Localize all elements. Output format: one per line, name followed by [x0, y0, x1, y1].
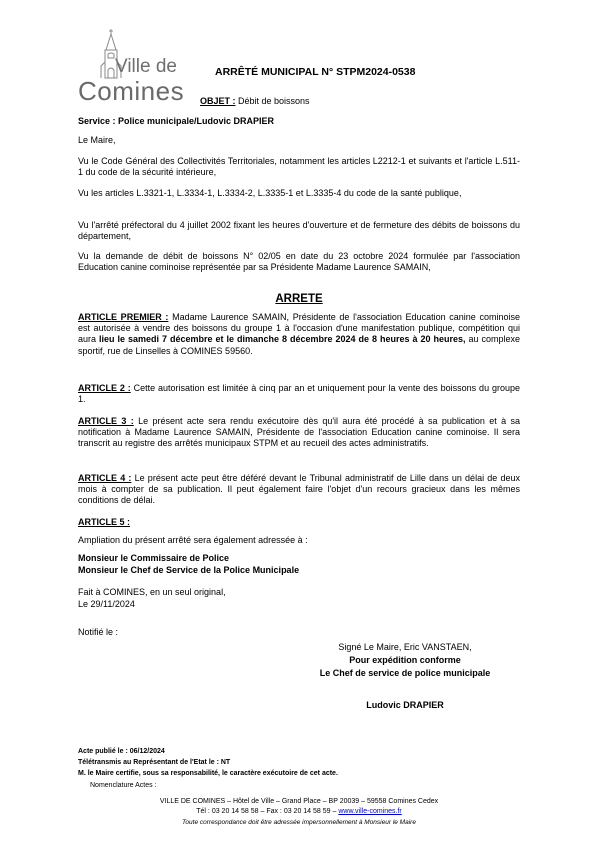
document-title: ARRÊTÉ MUNICIPAL N° STPM2024-0538 [215, 66, 416, 78]
vu-paragraph-4: Vu la demande de débit de boissons N° 02/05 en date du 23 octobre 2024 formulée par l'association Education canine cominoise représentée par sa Présidente Madame Laurence SAMAIN, [78, 251, 520, 273]
signature-line1: Signé Le Maire, Eric VANSTAEN, [338, 642, 472, 652]
signature-line2: Pour expédition conforme [349, 655, 461, 665]
objet-label: OBJET : [200, 96, 236, 106]
vu-paragraph-2: Vu les articles L.3321-1, L.3334-1, L.3334-2, L.3335-1 et L.3335-4 du code de la santé publique, [78, 188, 462, 198]
logo-line1: Ville de [115, 56, 177, 77]
article-3 [78, 416, 520, 450]
arrete-heading: ARRETE [275, 293, 323, 305]
vu-paragraph-1: Vu le Code Général des Collectivités Territoriales, notamment les articles L2212-1 et suivants et l'article L.511-1 du code de la sécurité intérieure, [78, 156, 520, 178]
website-link[interactable]: www.ville-comines.fr [338, 808, 402, 815]
signature-name: Ludovic DRAPIER [366, 700, 444, 710]
notifie-le: Notifié le : [78, 627, 119, 637]
article-2 [78, 383, 520, 405]
article-3-text: Le présent acte sera rendu exécutoire dès qu'il aura été procédé à sa publication et à sa notification à Madame Laurence SAMAIN, Présidente de l'association Education canine cominoise. Il sera transcrit au registre des arrêtés municipaux STPM et au recueil des actes administratifs. [78, 416, 520, 449]
vu-paragraph-3: Vu l'arrêté préfectoral du 4 juillet 2002 fixant les heures d'ouverture et de fermeture des débits de boissons du département, [78, 220, 520, 242]
article-5-label: ARTICLE 5 : [78, 517, 131, 527]
signature-line3: Le Chef de service de police municipale [319, 668, 491, 678]
article-2-text: Cette autorisation est limitée à cinq par an et uniquement pour la vente des boissons du groupe 1. [78, 383, 520, 405]
article-2-label: ARTICLE 2 : [78, 383, 131, 393]
footer-publie: Acte publié le : 06/12/2024 [78, 748, 165, 755]
footer-tel: Tél : 03 20 14 58 58 – Fax : 03 20 14 58 59 – [196, 808, 339, 815]
recipient-2: Monsieur le Chef de Service de la Police Municipale [78, 565, 300, 575]
article-4-label: ARTICLE 4 : [78, 473, 132, 483]
service-line: Service : Police municipale/Ludovic DRAPIER [78, 116, 275, 126]
footer-nomenclature: Nomenclature Actes : [90, 782, 157, 789]
article-1-label: ARTICLE PREMIER : [78, 312, 169, 322]
article-1-text: Madame Laurence SAMAIN, Présidente de l'association Education canine cominoise est autorisée à vendre des boissons du groupe 1 à l'occasion d'une manifestation publique, compétition qui aura [78, 312, 520, 345]
article-1-dates: lieu le samedi 7 décembre et le dimanche 8 décembre 2024 de 8 heures à 20 heures, [99, 334, 466, 345]
fait-a: Fait à COMINES, en un seul original, [78, 587, 226, 597]
footer-certifie: M. le Maire certifie, sous sa responsabilité, le caractère exécutoire de cet acte. [78, 770, 338, 777]
le-maire: Le Maire, [78, 135, 116, 145]
objet-line [200, 96, 310, 106]
footer-contact [78, 807, 520, 816]
article-3-label: ARTICLE 3 : [78, 416, 134, 426]
article-1 [78, 312, 520, 357]
date: Le 29/11/2024 [78, 599, 135, 609]
recipient-1: Monsieur le Commissaire de Police [78, 553, 230, 563]
article-5 [78, 517, 520, 528]
article-1-place: au complexe sportif, rue de Linselles à COMINES 59560. [78, 334, 521, 356]
footer-teletransmis: Télétransmis au Représentant de l'Etat le : NT [78, 759, 231, 766]
ampliation: Ampliation du présent arrêté sera également adressée à : [78, 535, 308, 545]
logo-line2: Comines [78, 76, 185, 106]
article-4-text: Le présent acte peut être déféré devant le Tribunal administratif de Lille dans un délai de deux mois à compter de sa publication. Il peut également faire l'objet d'un recours gracieux dans les mêmes conditions de délai. [78, 473, 520, 506]
city-logo [78, 28, 198, 106]
article-4 [78, 473, 520, 507]
footer-note: Toute correspondance doit être adressée impersonnellement à Monsieur le Maire [182, 819, 416, 826]
objet-text: Débit de boissons [235, 96, 310, 106]
footer-address: VILLE DE COMINES – Hôtel de Ville – Grand Place – BP 20039 – 59558 Comines Cedex [159, 798, 439, 805]
